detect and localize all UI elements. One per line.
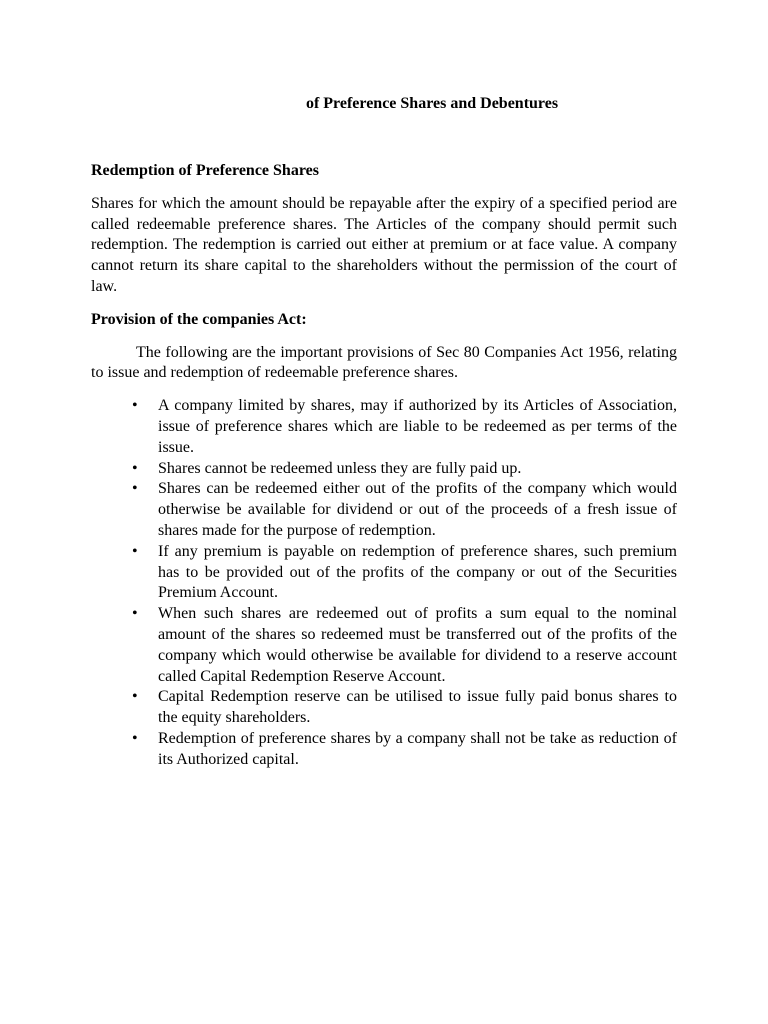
bullet-icon: • bbox=[132, 729, 138, 747]
bullet-icon: • bbox=[132, 397, 138, 415]
list-item-text: When such shares are redeemed out of profits a sum equal to the nominal amount of the shares so redeemed must be transferred out of the profits of the company which would otherwise be available for dividend to a reserve account called Capital Redemption Reserve Account. bbox=[158, 605, 677, 685]
provision-heading: Provision of the companies Act: bbox=[91, 310, 307, 328]
list-item-text: Redemption of preference shares by a company shall not be take as reduction of its Authorized capital. bbox=[158, 729, 677, 768]
list-item bbox=[132, 396, 677, 458]
list-item bbox=[132, 729, 677, 771]
list-item bbox=[132, 459, 677, 480]
bullet-icon: • bbox=[132, 542, 138, 560]
list-item-text: Shares cannot be redeemed unless they are fully paid up. bbox=[158, 459, 522, 477]
bullet-icon: • bbox=[132, 605, 138, 623]
list-item bbox=[132, 542, 677, 604]
intro-paragraph: Shares for which the amount should be repayable after the expiry of a specified period are called redeemable preference shares. The Articles of the company should permit such redemption. The redemption is carried out either at premium or at face value. A company cannot return its share capital to the shareholders without the permission of the court of law. bbox=[91, 194, 677, 295]
bullet-icon: • bbox=[132, 480, 138, 498]
bullet-icon: • bbox=[132, 459, 138, 477]
list-item-text: Shares can be redeemed either out of the profits of the company which would otherwise be available for dividend or out of the proceeds of a fresh issue of shares made for the purpose of redemption. bbox=[158, 480, 677, 539]
section-heading: Redemption of Preference Shares bbox=[91, 162, 319, 179]
list-item-text: A company limited by shares, may if authorized by its Articles of Association, issue of preference shares which are liable to be redeemed as per terms of the issue. bbox=[158, 397, 677, 456]
bullet-icon: • bbox=[132, 688, 138, 706]
list-item bbox=[132, 604, 677, 687]
provisions-list bbox=[91, 396, 677, 770]
page-title: of Preference Shares and Debentures bbox=[305, 95, 559, 112]
document-body bbox=[91, 161, 677, 771]
provision-intro-paragraph: The following are the important provisions of Sec 80 Companies Act 1956, relating to issue and redemption of redeemable preference shares. bbox=[91, 343, 677, 382]
list-item bbox=[132, 479, 677, 541]
list-item-text: Capital Redemption reserve can be utilised to issue fully paid bonus shares to the equity shareholders. bbox=[158, 688, 677, 727]
list-item-text: If any premium is payable on redemption of preference shares, such premium has to be provided out of the profits of the company or out of the Securities Premium Account. bbox=[158, 542, 677, 602]
list-item bbox=[132, 687, 677, 729]
